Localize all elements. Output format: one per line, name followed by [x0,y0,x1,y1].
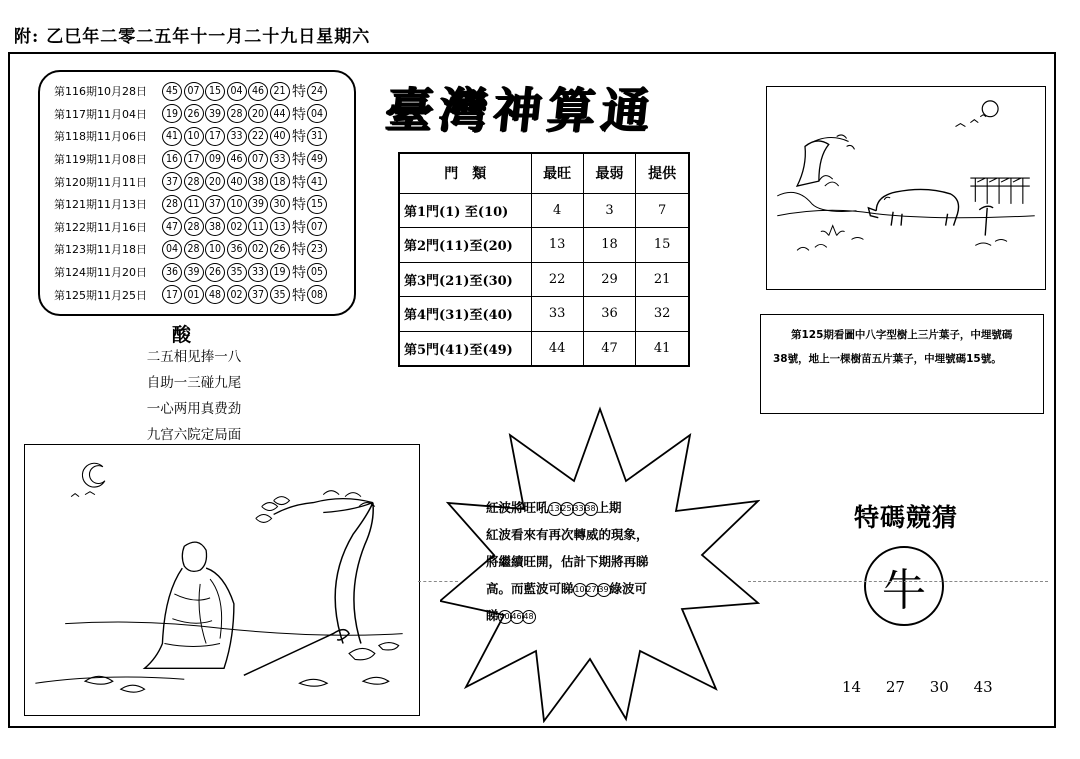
number-ball: 39 [205,104,225,123]
hint-line: 38號，地上一棵樹苗五片葉子，中埋號碼15號。 [773,353,1002,365]
number-ball: 09 [205,150,225,169]
max-cell: 33 [531,297,583,332]
table-row [399,262,689,297]
number-ball: 13 [270,217,290,236]
special-marker: 特 [292,129,306,146]
number-ball: 28 [227,104,247,123]
history-row [54,148,354,171]
number-ball: 38 [248,172,268,191]
page-header: 附: 乙巳年二零二五年十一月二十九日星期六 [14,27,371,47]
max-cell: 13 [531,228,583,263]
monk-drawing [25,445,419,715]
history-row [54,80,354,103]
max-cell: 44 [531,331,583,366]
gate-table [398,152,690,367]
special-guess-title: 特碼競猜 [854,503,959,532]
history-row [54,125,354,148]
number-ball: 22 [248,127,268,146]
number-ball: 26 [270,240,290,259]
number-ball: 28 [184,217,204,236]
number-ball: 37 [248,285,268,304]
scan-line [418,581,458,582]
number-ball: 39 [248,195,268,214]
number-ball: 10 [227,195,247,214]
number-ball: 10 [184,127,204,146]
give-cell: 41 [636,331,689,366]
special-ball: 15 [307,195,327,214]
number-ball: 20 [205,172,225,191]
number-ball: 46 [248,82,268,101]
give-cell: 15 [636,228,689,263]
min-cell: 36 [583,297,635,332]
number-ball: 37 [205,195,225,214]
history-row [54,103,354,126]
poem [134,344,254,448]
poem-line: 九宫六院定局面 [146,427,242,443]
number-ball: 46 [227,150,247,169]
table-row [399,193,689,228]
star-line [486,494,718,521]
number-ball: 35 [270,285,290,304]
zodiac-circle [864,546,944,626]
special-ball: 49 [307,150,327,169]
header-cell: 門 類 [399,153,531,193]
number-ball: 40 [270,127,290,146]
draw-label: 第125期11月25日 [54,288,147,302]
main-title: 臺灣神算通 [382,83,659,139]
circled-number: 25 [560,502,574,516]
special-marker: 特 [292,242,306,259]
number-ball: 41 [162,127,182,146]
gate-cell: 第4門(31)至(40) [399,297,531,332]
give-cell: 32 [636,297,689,332]
star-line [486,575,718,602]
number-ball: 20 [248,104,268,123]
special-marker: 特 [292,265,306,282]
draw-label: 第124期11月20日 [54,266,147,280]
number-ball: 26 [184,104,204,123]
poem-line: 自助一三碰九尾 [146,375,242,391]
number-ball: 38 [205,217,225,236]
number-ball: 21 [270,82,290,101]
number-ball: 33 [227,127,247,146]
gate-table-header [399,153,689,193]
special-ball: 41 [307,172,327,191]
number-ball: 16 [162,150,182,169]
number-ball: 02 [248,240,268,259]
number-ball: 44 [270,104,290,123]
draw-label: 第118期11月06日 [54,130,147,144]
number-group [549,500,597,515]
draw-label: 第121期11月13日 [54,198,147,212]
number-group [574,581,610,596]
star-line-text: 紅波將旺吼 [486,500,549,515]
draw-label: 第116期10月28日 [54,85,147,99]
number-ball: 26 [205,263,225,282]
circled-number: 13 [548,502,562,516]
special-marker: 特 [292,152,306,169]
hint-line: 第125期看圖中八字型樹上三片葉子，中埋號碼 [791,329,1013,341]
scan-line [748,581,1048,582]
number-ball: 11 [248,217,268,236]
header-cell: 最弱 [583,153,635,193]
number-ball: 18 [270,172,290,191]
star-line-text: 上期 [596,500,622,515]
header-cell: 提供 [636,153,689,193]
min-cell: 18 [583,228,635,263]
number-ball: 17 [205,127,225,146]
number-ball: 33 [248,263,268,282]
pig-drawing [767,87,1045,289]
guess-numbers [842,678,1005,696]
special-marker: 特 [292,84,306,101]
guess-number: 30 [929,678,949,696]
star-line [486,602,718,629]
number-ball: 47 [162,217,182,236]
number-ball: 04 [162,240,182,259]
number-ball: 48 [205,285,225,304]
special-marker: 特 [292,106,306,123]
star-line-text: 綠波可 [609,581,648,596]
number-ball: 02 [227,285,247,304]
special-marker: 特 [292,287,306,304]
number-ball: 07 [248,150,268,169]
special-ball: 05 [307,263,327,282]
poem-line: 二五相见捧一八 [146,349,242,365]
poem-title: 酸 [172,324,192,346]
number-ball: 37 [162,172,182,191]
number-ball: 19 [162,104,182,123]
pig-illustration [766,86,1046,290]
number-ball: 30 [270,195,290,214]
number-ball: 11 [184,195,204,214]
circled-number: 46 [510,610,524,624]
number-ball: 19 [270,263,290,282]
special-ball: 07 [307,217,327,236]
history-row [54,216,354,239]
history-row [54,193,354,216]
draw-label: 第122期11月16日 [54,220,147,234]
special-ball: 23 [307,240,327,259]
history-row [54,170,354,193]
give-cell: 21 [636,262,689,297]
number-ball: 07 [184,82,204,101]
circled-number: 10 [573,583,587,597]
header-cell: 最旺 [531,153,583,193]
star-line: 紅波看來有再次轉威的現象， [486,527,649,542]
circled-number: 40 [498,610,512,624]
history-row [54,238,354,261]
zodiac-char: 牛 [882,565,926,616]
poem-line: 一心两用真费劲 [146,401,242,417]
number-ball: 10 [205,240,225,259]
number-ball: 15 [205,82,225,101]
number-ball: 01 [184,285,204,304]
circled-number: 39 [597,583,611,597]
monk-illustration [24,444,420,716]
star-line: 將繼續旺開，估計下期將再睇 [486,554,649,569]
circled-number: 27 [585,583,599,597]
number-ball: 17 [162,285,182,304]
special-ball: 31 [307,127,327,146]
gate-cell: 第3門(21)至(30) [399,262,531,297]
history-row [54,283,354,306]
draw-label: 第117期11月04日 [54,107,147,121]
guess-number: 43 [973,678,993,696]
special-marker: 特 [292,197,306,214]
draw-label: 第120期11月11日 [54,175,147,189]
circled-number: 38 [584,502,598,516]
max-cell: 22 [531,262,583,297]
table-row [399,228,689,263]
circled-number: 48 [522,610,536,624]
number-ball: 28 [184,240,204,259]
number-ball: 39 [184,263,204,282]
number-ball: 33 [270,150,290,169]
max-cell: 4 [531,193,583,228]
number-ball: 35 [227,263,247,282]
number-ball: 17 [184,150,204,169]
history-row [54,261,354,284]
draw-history-box [38,70,356,316]
draw-label: 第123期11月18日 [54,243,147,257]
number-ball: 36 [162,263,182,282]
star-line-text: 高。而藍波可睇 [486,581,574,596]
number-ball: 28 [162,195,182,214]
number-ball: 36 [227,240,247,259]
number-ball: 40 [227,172,247,191]
min-cell: 47 [583,331,635,366]
star-text [486,494,718,629]
guess-number: 14 [842,678,862,696]
min-cell: 3 [583,193,635,228]
special-ball: 04 [307,104,327,123]
draw-label: 第119期11月08日 [54,153,147,167]
special-ball: 08 [307,285,327,304]
gate-cell: 第1門(1) 至(10) [399,193,531,228]
table-row [399,331,689,366]
guess-number: 27 [885,678,905,696]
special-marker: 特 [292,219,306,236]
special-marker: 特 [292,174,306,191]
table-row [399,297,689,332]
hint-note [760,314,1044,414]
give-cell: 7 [636,193,689,228]
number-ball: 02 [227,217,247,236]
gate-cell: 第2門(11)至(20) [399,228,531,263]
number-ball: 04 [227,82,247,101]
star-line-text: 睇 [486,608,499,623]
special-ball: 24 [307,82,327,101]
number-ball: 45 [162,82,182,101]
min-cell: 29 [583,262,635,297]
number-ball: 28 [184,172,204,191]
number-group [499,608,535,623]
gate-cell: 第5門(41)至(49) [399,331,531,366]
circled-number: 33 [572,502,586,516]
